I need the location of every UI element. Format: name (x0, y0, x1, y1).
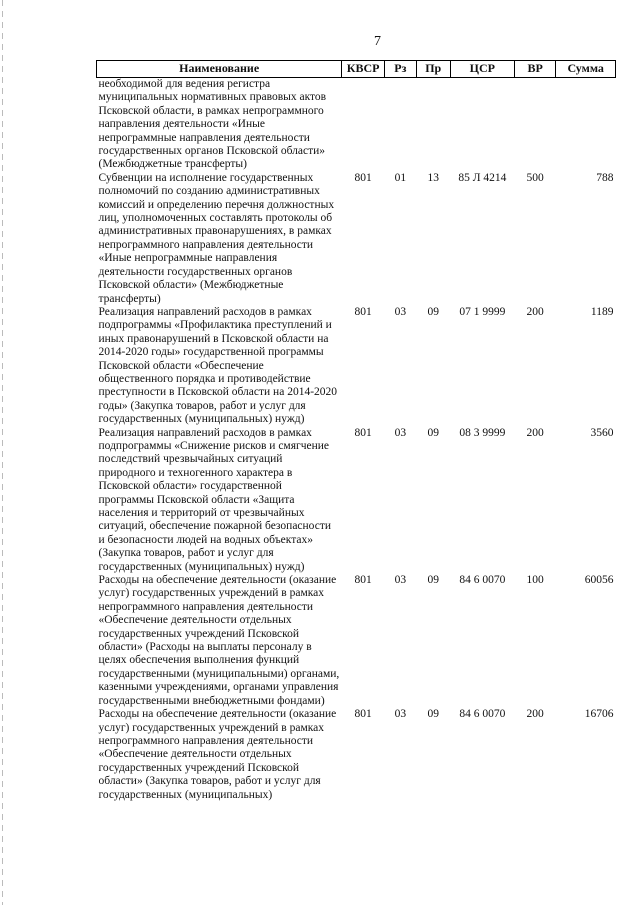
cell-vr: 100 (526, 574, 544, 587)
cell-kvsr: 801 (354, 171, 372, 184)
cell-pr: 09 (427, 708, 439, 721)
header-sum: Сумма (556, 61, 616, 78)
header-pr: Пр (416, 61, 450, 78)
cell-vr: 200 (526, 426, 544, 439)
cell-name: Реализация направлений расходов в рамках подпрограммы «Снижение рисков и смягчение последствий чрезвычайных ситуаций природного и техногенного характера в Псковской области» государственной программы Псковской области «Защита населения и территорий от чрезвычайных ситуаций, обеспечение пожарной безопасности и безопасности людей на водных объектах» (Закупка товаров, работ и услуг для государственных (муниципальных) нужд) (98, 426, 331, 573)
table-row (97, 427, 616, 574)
cell-csr: 84 6 0070 (459, 574, 506, 587)
cell-csr (450, 78, 514, 172)
cell-kvsr: 801 (354, 305, 372, 318)
cell-rz: 03 (394, 305, 407, 318)
cell-pr: 09 (427, 574, 439, 587)
table-row (97, 172, 616, 306)
cell-csr: 84 6 0070 (459, 708, 506, 721)
page-number: 7 (374, 34, 381, 49)
cell-vr (514, 78, 555, 172)
table-row (97, 78, 616, 172)
cell-name: Реализация направлений расходов в рамках подпрограммы «Профилактика преступлений и иных правонарушений в Псковской области на 2014-2020 годы» государственной программы Псковской области «Обеспечение общественного порядка и противодействие преступности в Псковской области на 2014-2020 годы» (Закупка товаров, работ и услуг для государственных (муниципальных) нужд) (98, 305, 338, 426)
header-csr: ЦСР (450, 61, 514, 78)
cell-sum: 1189 (590, 305, 614, 318)
cell-name: необходимой для ведения регистра муниципальных нормативных правовых актов Псковской области, в рамках непрограммного направления деятельности «Иные непрограммные направления деятельности государственных органов Псковской области» (Межбюджетные трансферты) (98, 78, 327, 171)
cell-name: Субвенции на исполнение государственных полномочий по созданию административных комиссий и определению перечня должностных лиц, уполномоченных составлять протоколы об административных правонарушениях, в рамках непрограммного направления деятельности «Иные непрограммные направления деятельности государственных органов Псковской области» (Межбюджетные трансферты) (98, 171, 335, 305)
header-name: Наименование (97, 61, 342, 78)
cell-vr: 500 (526, 171, 544, 184)
cell-name: Расходы на обеспечение деятельности (оказание услуг) государственных учреждений в рамках непрограммного направления деятельности «Обеспечение деятельности отдельных государственных учреждений Псковской области» (Закупка товаров, работ и услуг для государственных (муниципальных) (98, 708, 337, 801)
cell-rz: 03 (394, 426, 407, 439)
cell-sum: 60056 (584, 574, 614, 587)
cell-sum: 16706 (584, 708, 614, 721)
cell-sum: 3560 (590, 426, 614, 439)
cell-kvsr (342, 78, 385, 172)
cell-name: Расходы на обеспечение деятельности (оказание услуг) государственных учреждений в рамках непрограммного направления деятельности «Обеспечение деятельности отдельных государственных учреждений Псковской области» (Расходы на выплаты персоналу в целях обеспечения выполнения функций государственными (муниципальными) органами, казенными учреждениями, органами управления государственными внебюджетными фондами) (98, 574, 340, 707)
table-row (97, 574, 616, 708)
scan-edge-line (2, 0, 3, 905)
header-vr: ВР (514, 61, 555, 78)
cell-sum (556, 78, 616, 172)
table-row (97, 306, 616, 427)
cell-csr: 85 Л 4214 (458, 171, 507, 184)
cell-csr: 07 1 9999 (459, 305, 506, 318)
cell-pr: 09 (427, 426, 439, 439)
header-kvsr: КВСР (342, 61, 385, 78)
cell-rz: 01 (394, 171, 407, 184)
cell-csr: 08 3 9999 (459, 426, 506, 439)
cell-pr (416, 78, 450, 172)
cell-rz (384, 78, 416, 172)
cell-kvsr: 801 (354, 426, 372, 439)
header-rz: Рз (384, 61, 416, 78)
cell-kvsr: 801 (354, 708, 372, 721)
table-header-row (97, 61, 616, 78)
table-row (97, 708, 616, 802)
cell-kvsr: 801 (354, 574, 372, 587)
budget-table (96, 60, 616, 802)
cell-rz: 03 (394, 574, 407, 587)
cell-pr: 09 (427, 305, 439, 318)
cell-rz: 03 (394, 708, 407, 721)
cell-vr: 200 (526, 305, 544, 318)
cell-vr: 200 (526, 708, 544, 721)
cell-pr: 13 (427, 171, 439, 184)
cell-sum: 788 (596, 171, 614, 184)
